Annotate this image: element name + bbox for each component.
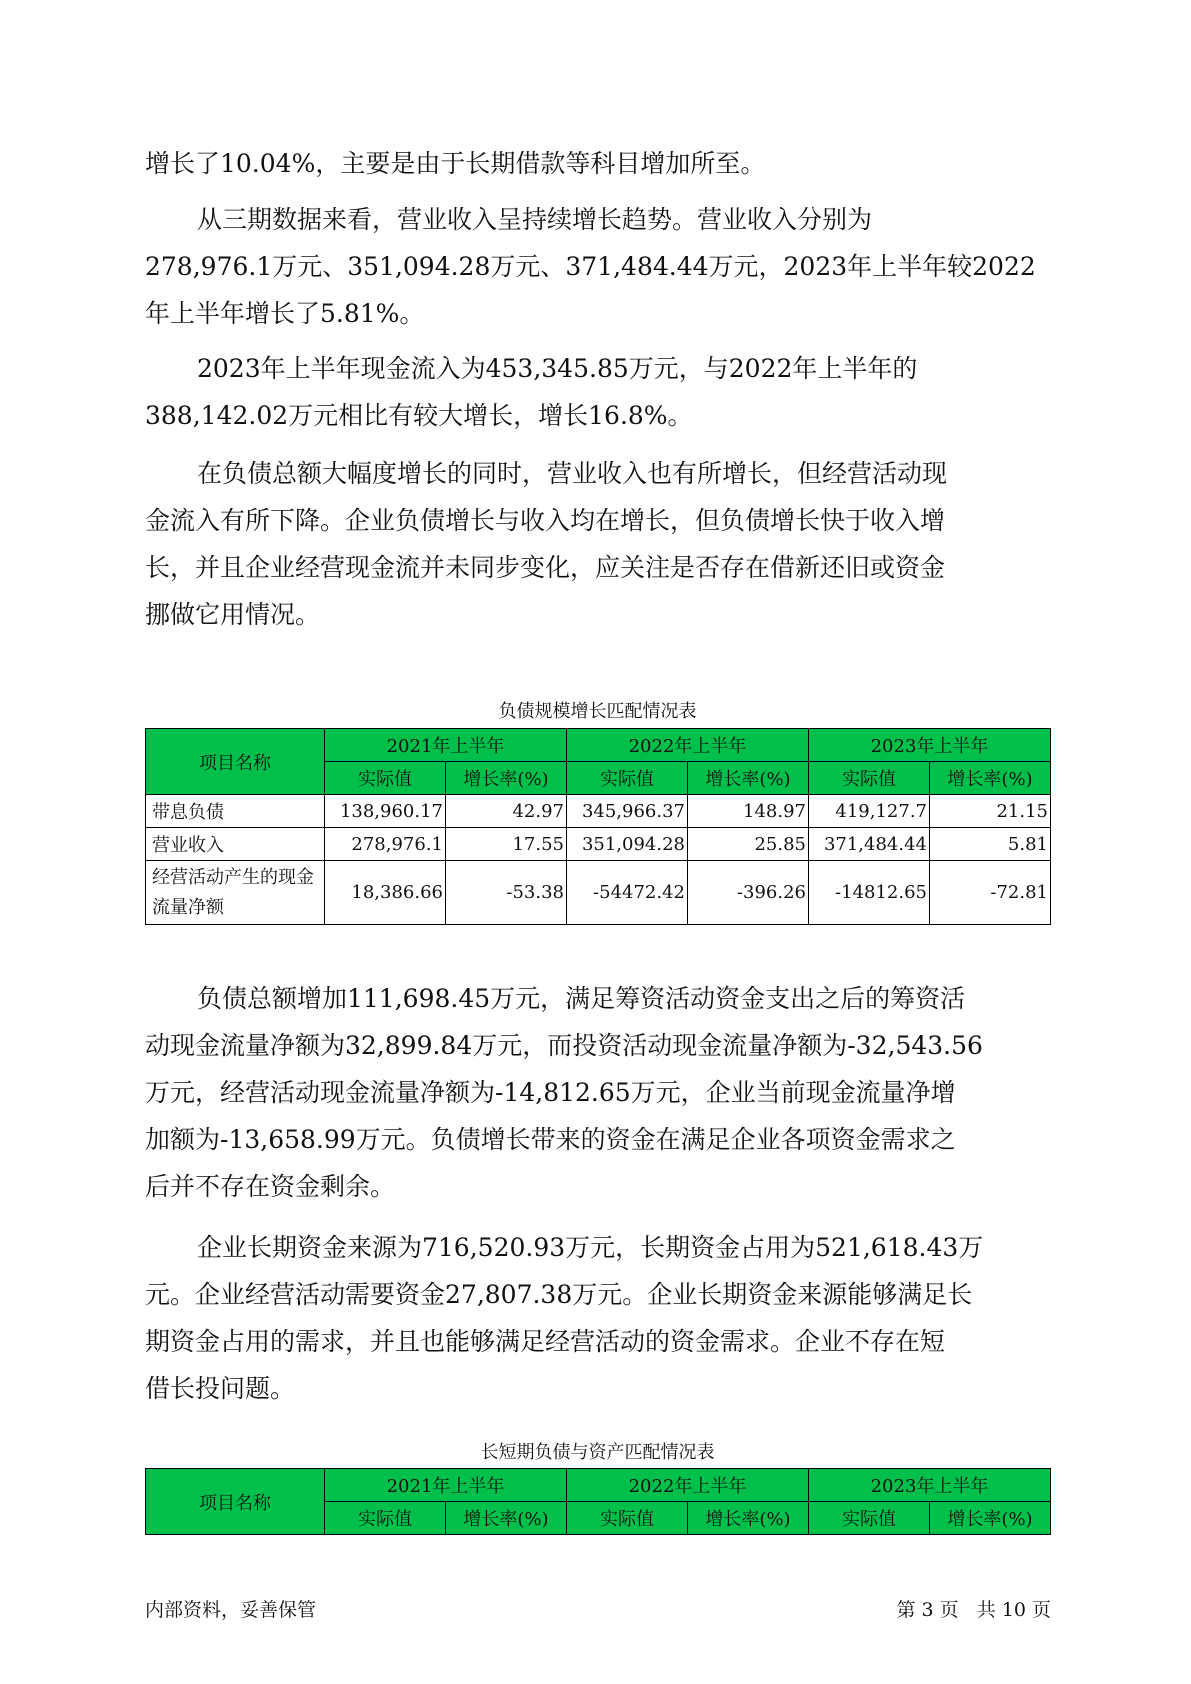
cell: 138,960.17 (325, 795, 446, 828)
paragraph-line: 后并不存在资金剩余。 (145, 1172, 396, 1201)
cell: 148.97 (688, 795, 809, 828)
paragraph-1 (145, 140, 1050, 187)
period-header: 2023年上半年 (809, 729, 1051, 762)
period-header: 2021年上半年 (325, 729, 567, 762)
cell: 18,386.66 (325, 861, 446, 925)
paragraph-line: 从三期数据来看，营业收入呈持续增长趋势。营业收入分别为 (197, 205, 873, 234)
cell: -396.26 (688, 861, 809, 925)
sub-header: 增长率(%) (446, 762, 567, 795)
table-caption: 长短期负债与资产匹配情况表 (480, 1442, 715, 1463)
cell: -72.81 (930, 861, 1051, 925)
cell: 345,966.37 (567, 795, 688, 828)
sub-header: 实际值 (809, 1502, 930, 1535)
cell: -14812.65 (809, 861, 930, 925)
cell: 371,484.44 (809, 828, 930, 861)
paragraph-4 (145, 450, 1050, 638)
paragraph-line: 借长投问题。 (145, 1374, 296, 1403)
table-row (146, 828, 1051, 861)
footer-confidential: 内部资料，妥善保管 (145, 1599, 317, 1621)
sub-header: 增长率(%) (688, 1502, 809, 1535)
row-name: 营业收入 (146, 828, 325, 861)
cell: 17.55 (446, 828, 567, 861)
sub-header: 增长率(%) (930, 1502, 1051, 1535)
debt-growth-table (145, 728, 1051, 925)
table-caption: 负债规模增长匹配情况表 (498, 701, 697, 722)
cell: 5.81 (930, 828, 1051, 861)
period-header: 2021年上半年 (325, 1469, 567, 1502)
paragraph-3 (145, 345, 1050, 439)
sub-header: 实际值 (567, 762, 688, 795)
paragraph-line: 长，并且企业经营现金流并未同步变化，应关注是否存在借新还旧或资金 (145, 553, 946, 582)
sub-header: 增长率(%) (688, 762, 809, 795)
page-number: 第 3 页 共 10 页 (896, 1599, 1051, 1621)
paragraph-line: 期资金占用的需求，并且也能够满足经营活动的资金需求。企业不存在短 (145, 1327, 946, 1356)
period-header: 2023年上半年 (809, 1469, 1051, 1502)
cell: -53.38 (446, 861, 567, 925)
sub-header: 增长率(%) (930, 762, 1051, 795)
name-header: 项目名称 (146, 729, 325, 795)
cell: 42.97 (446, 795, 567, 828)
paragraph-6 (145, 1224, 1050, 1412)
paragraph-5 (145, 975, 1050, 1210)
name-header: 项目名称 (146, 1469, 325, 1535)
debt-asset-match-table (145, 1468, 1051, 1535)
period-header: 2022年上半年 (567, 1469, 809, 1502)
paragraph-2 (145, 196, 1050, 337)
period-header: 2022年上半年 (567, 729, 809, 762)
table-row (146, 795, 1051, 828)
table-row (146, 861, 1051, 925)
paragraph-line: 增长了10.04%，主要是由于长期借款等科目增加所至。 (145, 149, 766, 178)
sub-header: 实际值 (325, 1502, 446, 1535)
paragraph-line: 388,142.02万元相比有较大增长，增长16.8%。 (145, 401, 693, 430)
sub-header: 增长率(%) (446, 1502, 567, 1535)
paragraph-line: 万元，经营活动现金流量净额为-14,812.65万元，企业当前现金流量净增 (145, 1078, 956, 1107)
cell: 278,976.1 (325, 828, 446, 861)
row-name: 带息负债 (146, 795, 325, 828)
paragraph-line: 企业长期资金来源为716,520.93万元，长期资金占用为521,618.43万 (197, 1233, 984, 1262)
paragraph-line: 2023年上半年现金流入为453,345.85万元，与2022年上半年的 (197, 354, 918, 383)
paragraph-line: 金流入有所下降。企业负债增长与收入均在增长，但负债增长快于收入增 (145, 506, 946, 535)
cell: 21.15 (930, 795, 1051, 828)
paragraph-line: 负债总额增加111,698.45万元，满足筹资活动资金支出之后的筹资活 (197, 984, 966, 1013)
paragraph-line: 加额为-13,658.99万元。负债增长带来的资金在满足企业各项资金需求之 (145, 1125, 956, 1154)
paragraph-line: 动现金流量净额为32,899.84万元，而投资活动现金流量净额为-32,543.56 (145, 1031, 983, 1060)
paragraph-line: 挪做它用情况。 (145, 600, 321, 629)
sub-header: 实际值 (567, 1502, 688, 1535)
paragraph-line: 在负债总额大幅度增长的同时，营业收入也有所增长，但经营活动现 (197, 459, 948, 488)
sub-header: 实际值 (809, 762, 930, 795)
cell: 25.85 (688, 828, 809, 861)
cell: -54472.42 (567, 861, 688, 925)
cell: 351,094.28 (567, 828, 688, 861)
paragraph-line: 元。企业经营活动需要资金27,807.38万元。企业长期资金来源能够满足长 (145, 1280, 973, 1309)
sub-header: 实际值 (325, 762, 446, 795)
row-name: 经营活动产生的现金流量净额 (146, 861, 325, 925)
cell: 419,127.7 (809, 795, 930, 828)
paragraph-line: 278,976.1万元、351,094.28万元、371,484.44万元，2023年上半年较2022 (145, 252, 1036, 281)
paragraph-line: 年上半年增长了5.81%。 (145, 299, 425, 328)
